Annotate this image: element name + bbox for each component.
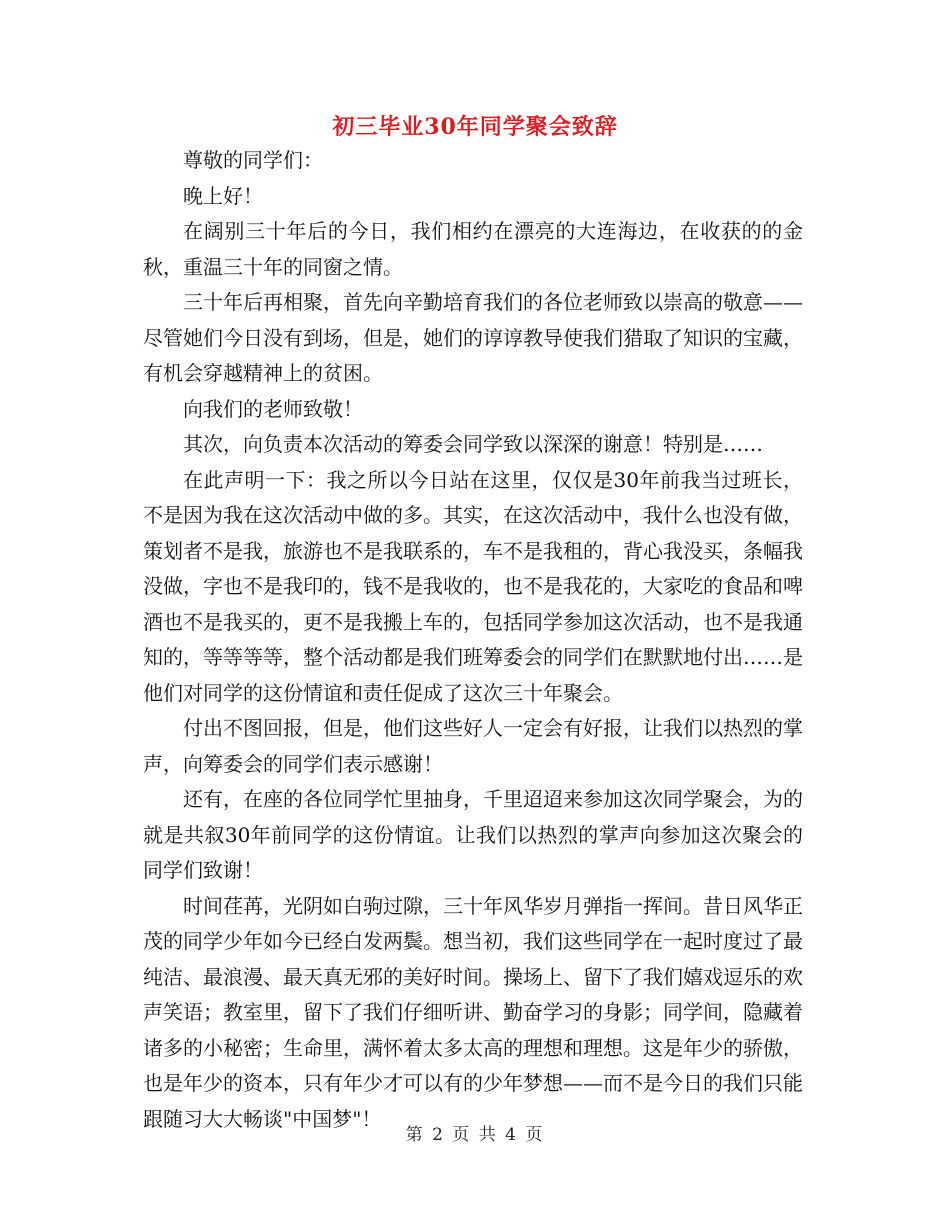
paragraph: 在此声明一下：我之所以今日站在这里，仅仅是30年前我当过班长，不是因为我在这次活动中做的多。其实，在这次活动中，我什么也没有做，策划者不是我，旅游也不是我联系的，车不是我租的，背心我没买，条幅我没做，字也不是我印的，钱不是我收的，也不是我花的，大家吃的食品和啤酒也不是我买的，更不是我搬上车的，包括同学参加这次活动，也不是我通知的，等等等等，整个活动都是我们班筹委会的同学们在默默地付出……是他们对同学的这份情谊和责任促成了这次三十年聚会。: [143, 467, 803, 705]
paragraph: 其次，向负责本次活动的筹委会同学致以深深的谢意！特别是……: [183, 432, 763, 456]
paragraph-greeting: 晚上好！: [183, 183, 263, 208]
paragraph: 在阔别三十年后的今日，我们相约在漂亮的大连海边，在收获的的金秋，重温三十年的同窗之情。: [143, 219, 803, 279]
paragraph: 付出不图回报，但是，他们这些好人一定会有好报，让我们以热烈的掌声，向筹委会的同学们表示感谢！: [143, 716, 803, 776]
paragraph: 还有，在座的各位同学忙里抽身，千里迢迢来参加这次同学聚会，为的就是共叙30年前同学的这份情谊。让我们以热烈的掌声向参加这次聚会的同学们致谢！: [143, 787, 803, 882]
paragraph: 时间荏苒，光阴如白驹过隙，三十年风华岁月弹指一挥间。昔日风华正茂的同学少年如今已经白发两鬓。想当初，我们这些同学在一起时度过了最纯洁、最浪漫、最天真无邪的美好时间。操场上、留下了我们嬉戏逗乐的欢声笑语；教室里，留下了我们仔细听讲、勤奋学习的身影；同学间，隐藏着诸多的小秘密；生命里，满怀着太多太高的理想和理想。这是年少的骄傲，也是年少的资本，只有年少才可以有的少年梦想——而不是今日的我们只能跟随习大大畅谈"中国梦"！: [143, 893, 803, 1131]
page-footer: 第 2 页 共 4 页: [405, 1125, 545, 1145]
paragraph-salutation: 尊敬的同学们：: [183, 148, 323, 172]
document-title: 初三毕业30年同学聚会致辞: [332, 114, 618, 140]
paragraph: 三十年后再相聚，首先向辛勤培育我们的各位老师致以崇高的敬意——尽管她们今日没有到场，但是，她们的谆谆教导使我们猎取了知识的宝藏，有机会穿越精神上的贫困。: [143, 290, 803, 385]
document-body: [143, 143, 803, 1137]
paragraph: 向我们的老师致敬！: [183, 396, 363, 421]
